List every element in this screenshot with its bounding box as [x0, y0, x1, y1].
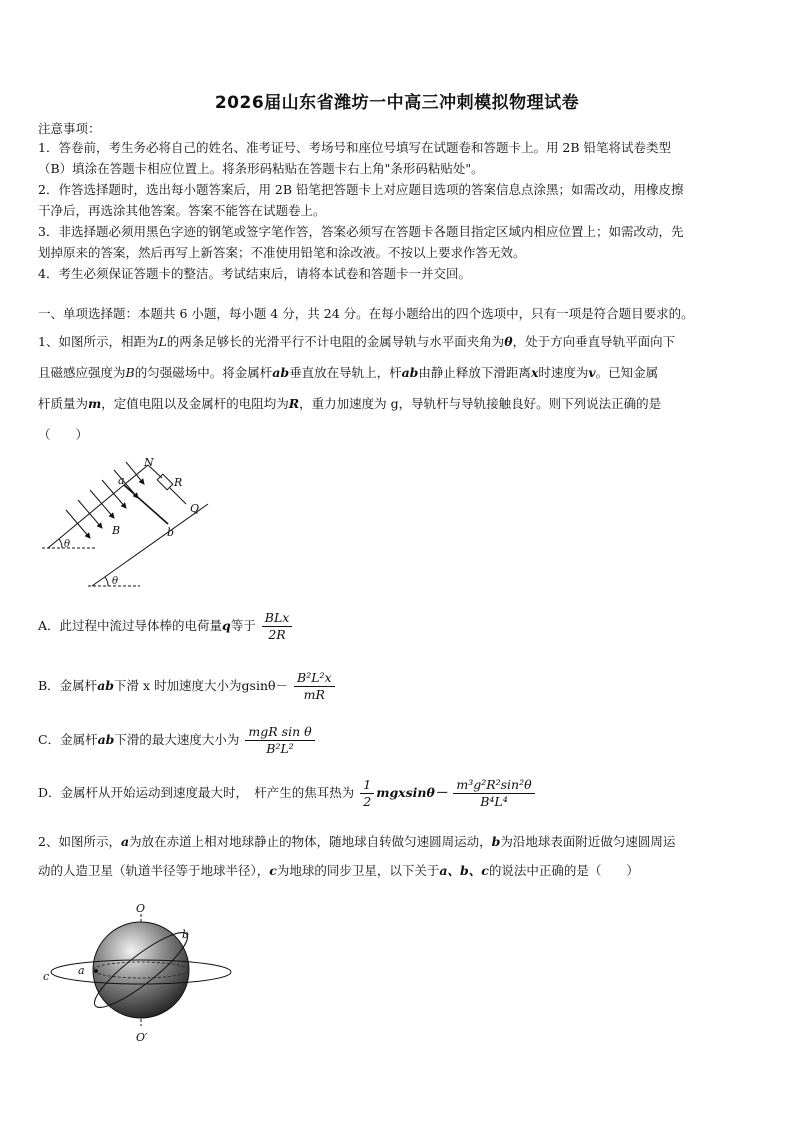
- section-heading: 一、单项选择题：本题共 6 小题，每小题 4 分，共 24 分。在每小题给出的四个选项中，只有一项是符合题目要求的。: [38, 306, 694, 321]
- fraction: $\frac{\text{BLx}}{2R}$: [262, 610, 293, 643]
- fraction: $\frac{1}{2}$: [360, 777, 374, 810]
- q1-stem-line1: 1、如图所示，相距为L的两条足够长的光滑平行不计电阻的金属导轨与水平面夹角为θ，处于方向垂直导轨平面向下: [38, 334, 676, 349]
- q1-stem-line2: 且磁感应强度为B的匀强磁场中。将金属杆ab垂直放在导轨上，杆ab由静止释放下滑距离x时速度为v。已知金属: [38, 365, 659, 380]
- notice-line: 4．考生必须保证答题卡的整洁。考试结束后，请将本试卷和答题卡一并交回。: [38, 266, 471, 281]
- incline-rails-figure: [40, 452, 220, 592]
- label-B: B: [112, 524, 121, 537]
- label-a: a: [118, 474, 125, 487]
- label-O-prime: O′: [136, 1031, 148, 1044]
- label-R: R: [174, 476, 183, 489]
- fraction: $\frac{\text{m³g²R²sin²θ}}{\text{B⁴L⁴}}$: [453, 777, 534, 810]
- q1-option-c: C．金属杆ab下滑的最大速度大小为 $\frac{\text{mgR sin θ}}{\text{B²L²}}$: [38, 724, 317, 757]
- q1-option-b: B．金属杆ab下滑 x 时加速度大小为gsinθ－ $\frac{\text{B²L²x}}{mR}$: [38, 670, 337, 703]
- label-b: b: [167, 526, 175, 539]
- fraction: $\frac{\text{mgR sin θ}}{\text{B²L²}}$: [245, 724, 314, 757]
- q2-stem-line1: 2、如图所示，a为放在赤道上相对地球静止的物体，随地球自转做匀速圆周运动，b为沿地球表面附近做匀速圆周运: [38, 834, 676, 849]
- notice-line: 3．非选择题必须用黑色字迹的钢笔或签字笔作答，答案必须写在答题卡各题目指定区域内相应位置上；如需改动，先: [38, 224, 684, 239]
- fraction: $\frac{\text{B²L²x}}{mR}$: [294, 670, 335, 703]
- label-theta-lower: θ: [112, 576, 119, 587]
- notice-line: 2．作答选择题时，选出每小题答案后，用 2B 铅笔把答题卡上对应题目选项的答案信息点涂黑；如需改动，用橡皮擦: [38, 182, 684, 197]
- label-Q: Q: [190, 502, 200, 515]
- label-N: N: [144, 456, 154, 469]
- label-a: a: [78, 964, 85, 977]
- notice-line: （B）填涂在答题卡相应位置上。将条形码粘贴在答题卡右上角"条形码粘贴处"。: [38, 161, 484, 176]
- label-theta-upper: θ: [64, 539, 71, 550]
- q1-option-a: A．此过程中流过导体棒的电荷量q等于 $\frac{\text{BLx}}{2R}$: [38, 610, 294, 643]
- label-c: c: [43, 970, 50, 983]
- notice-line: 干净后，再选涂其他答案。答案不能答在试题卷上。: [38, 203, 326, 218]
- notice-heading: 注意事项：: [38, 121, 101, 136]
- q1-answer-bracket: （ ）: [38, 427, 89, 442]
- notice-line: 1．答卷前，考生务必将自己的姓名、准考证号、考场号和座位号填写在试题卷和答题卡上。用 2B 铅笔将试卷类型: [38, 140, 672, 155]
- label-b: b: [182, 928, 190, 941]
- notice-line: 划掉原来的答案，然后再写上新答案；不准使用铅笔和涂改液。不按以上要求作答无效。: [38, 245, 526, 260]
- earth-orbits-figure: [38, 900, 248, 1045]
- q1-option-d: D．金属杆从开始运动到速度最大时， 杆产生的焦耳热为 $\frac{1}{2}$ mgxsinθ－ $\frac{\text{m³g²R²sin²θ}}{\text{B⁴L⁴}}$: [38, 777, 537, 810]
- q2-stem-line2: 动的人造卫星（轨道半径等于地球半径），c为地球的同步卫星，以下关于a、b、c的说法中正确的是（ ）: [38, 863, 639, 878]
- q1-stem-line3: 杆质量为m，定值电阻以及金属杆的电阻均为R，重力加速度为 g，导轨杆与导轨接触良好。则下列说法正确的是: [38, 396, 662, 411]
- page-title: 2026届山东省潍坊一中高三冲刺模拟物理试卷: [214, 93, 580, 113]
- label-O: O: [136, 902, 146, 915]
